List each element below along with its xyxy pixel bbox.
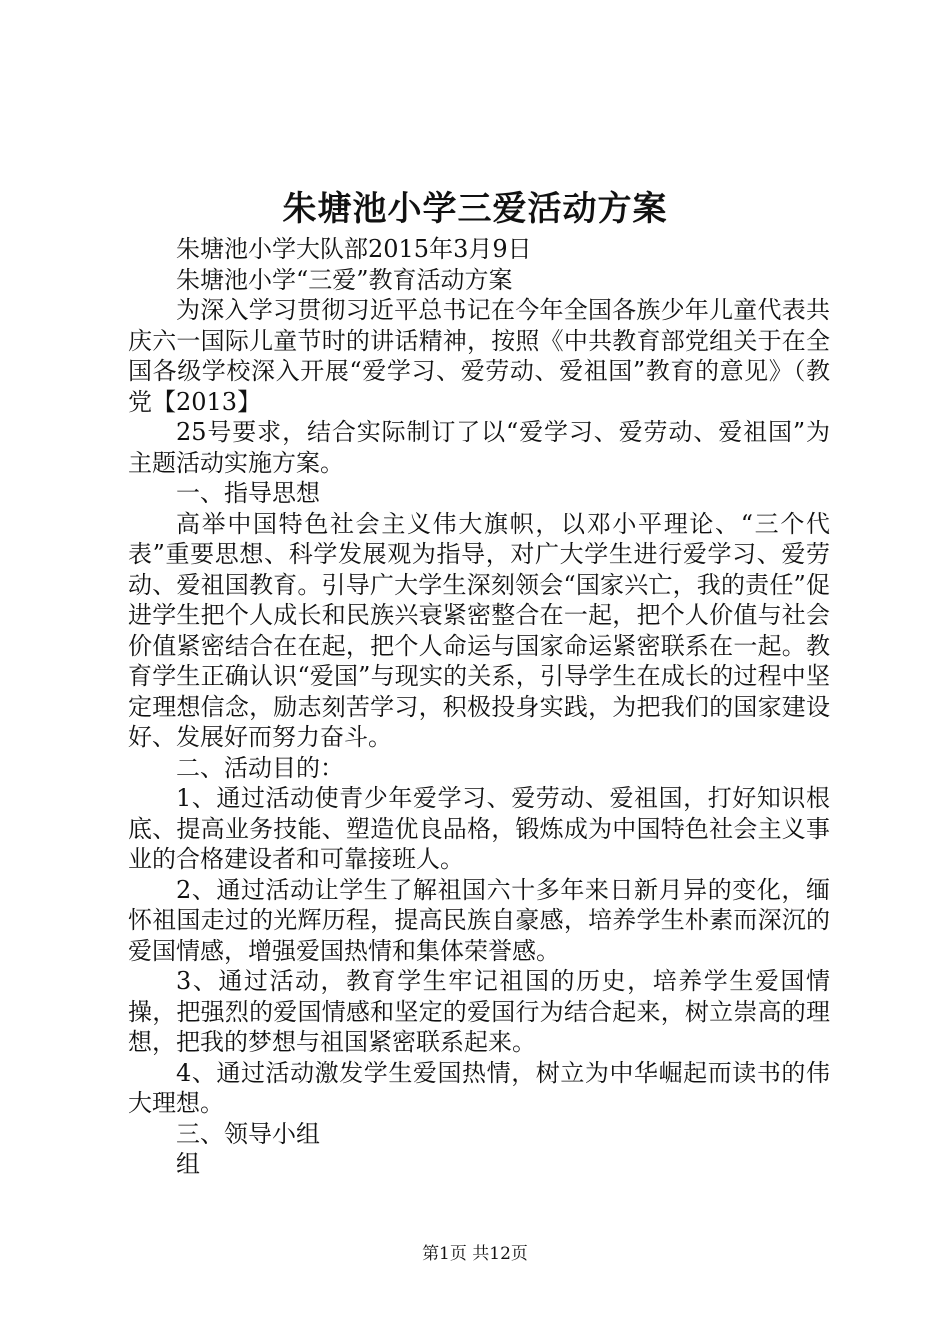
goal-item-1: 1、通过活动使青少年爱学习、爱劳动、爱祖国，打好知识根底、提高业务技能、塑造优良品格，锻炼成为中国特色社会主义事业的合格建设者和可靠接班人。 xyxy=(128,784,830,873)
goal-item-2: 2、通过活动让学生了解祖国六十多年来日新月异的变化，缅怀祖国走过的光辉历程，提高民族自豪感，培养学生朴素而深沉的爱国情感，增强爱国热情和集体荣誉感。 xyxy=(128,875,830,965)
intro-paragraph: 为深入学习贯彻习近平总书记在今年全国各族少年儿童代表共庆六一国际儿童节时的讲话精神，按照《中共教育部党组关于在全国各级学校深入开展“爱学习、爱劳动、爱祖国”教育的意见》（教党【2013】 xyxy=(128,296,830,416)
plan-subtitle: 朱塘池小学“三爱”教育活动方案 xyxy=(176,265,513,294)
leadership-group-line: 组 xyxy=(176,1150,200,1178)
intro-continuation: 25号要求，结合实际制订了以“爱学习、爱劳动、爱祖国”为主题活动实施方案。 xyxy=(128,418,830,477)
section-heading-leadership-group: 三、领导小组 xyxy=(176,1119,320,1148)
header-date-line: 朱塘池小学大队部2015年3月9日 xyxy=(176,235,532,263)
section-heading-activity-goals: 二、活动目的： xyxy=(176,753,344,782)
page-number-footer: 第1页 共12页 xyxy=(422,1244,528,1264)
document-body xyxy=(128,234,830,1180)
section-heading-guiding-ideology: 一、指导思想 xyxy=(176,479,320,507)
guiding-ideology-paragraph: 高举中国特色社会主义伟大旗帜，以邓小平理论、“三个代表”重要思想、科学发展观为指导，对广大学生进行爱学习、爱劳动、爱祖国教育。引导广大学生深刻领会“国家兴亡，我的责任”促进学生把个人成长和民族兴衰紧密整合在一起，把个人价值与社会价值紧密结合在在起，把个人命运与国家命运紧密联系在一起。教育学生正确认识“爱国”与现实的关系，引导学生在成长的过程中坚定理想信念，励志刻苦学习，积极投身实践，为把我们的国家建设好、发展好而努力奋斗。 xyxy=(128,509,830,751)
document-title: 朱塘池小学三爱活动方案 xyxy=(282,189,668,229)
goal-item-4: 4、通过活动激发学生爱国热情，树立为中华崛起而读书的伟大理想。 xyxy=(128,1058,830,1117)
goal-item-3: 3、通过活动，教育学生牢记祖国的历史，培养学生爱国情操，把强烈的爱国情感和坚定的爱国行为结合起来，树立崇高的理想，把我的梦想与祖国紧密联系起来。 xyxy=(128,967,830,1056)
